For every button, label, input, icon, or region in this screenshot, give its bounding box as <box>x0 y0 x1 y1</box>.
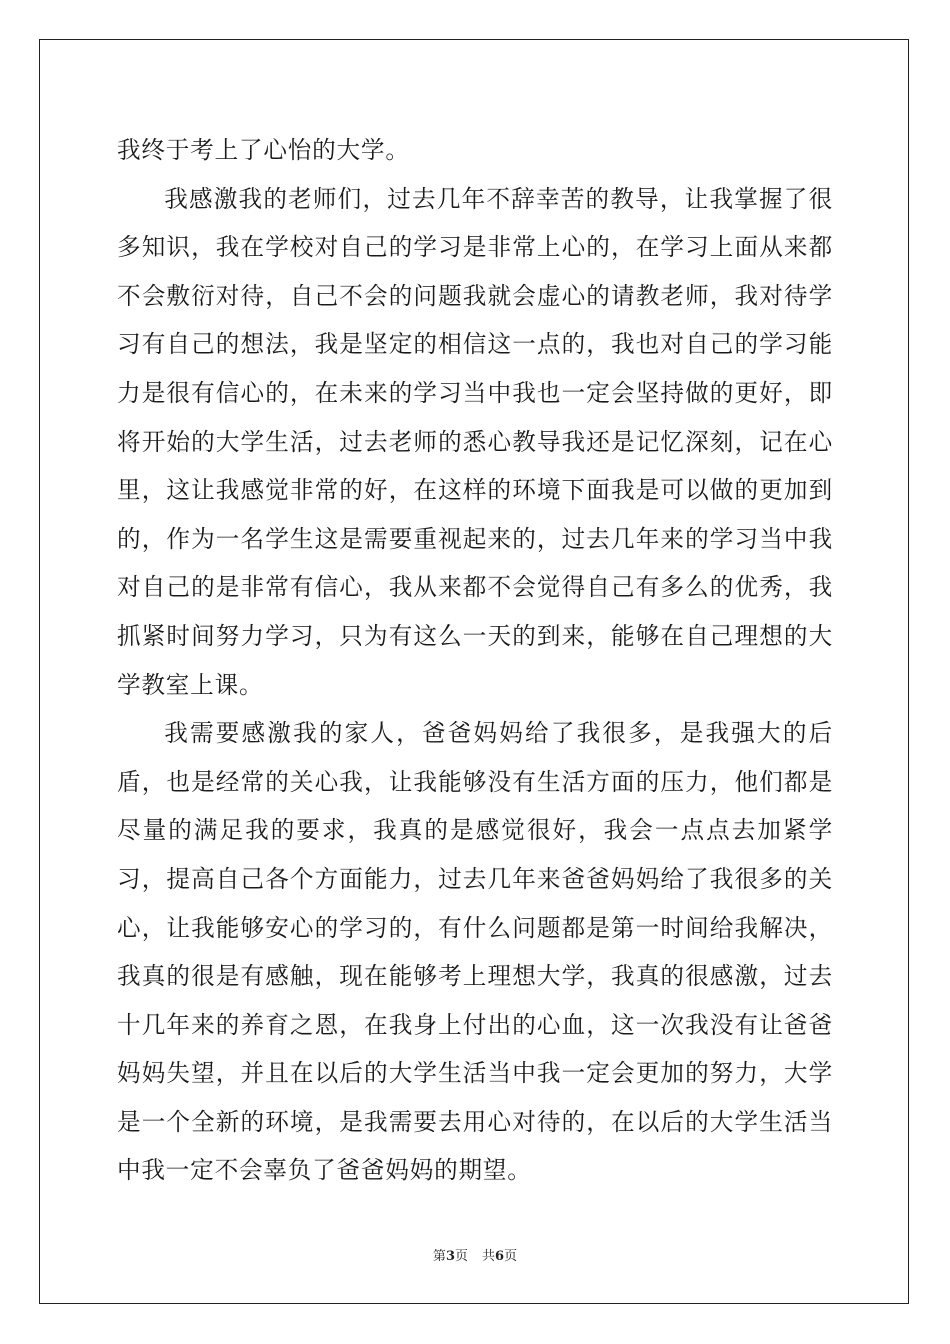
paragraph-3: 我需要感激我的家人，爸爸妈妈给了我很多，是我强大的后盾，也是经常的关心我，让我能够没有生活方面的压力，他们都是尽量的满足我的要求，我真的是感觉很好，我会一点点去加紧学习，提高自己各个方面能力，过去几年来爸爸妈妈给了我很多的关心，让我能够安心的学习的，有什么问题都是第一时间给我解决，我真的很是有感触，现在能够考上理想大学，我真的很感激，过去十几年来的养育之恩，在我身上付出的心血，这一次我没有让爸爸妈妈失望，并且在以后的大学生活当中我一定会更加的努力，大学是一个全新的环境，是我需要去用心对待的，在以后的大学生活当中我一定不会辜负了爸爸妈妈的期望。 <box>117 719 833 1185</box>
paragraph-2: 我感激我的老师们，过去几年不辞幸苦的教导，让我掌握了很多知识，我在学校对自己的学习是非常上心的，在学习上面从来都不会敷衍对待，自己不会的问题我就会虚心的请教老师，我对待学习有自己的想法，我是坚定的相信这一点的，我也对自己的学习能力是很有信心的，在未来的学习当中我也一定会坚持做的更好，即将开始的大学生活，过去老师的悉心教导我还是记忆深刻，记在心里，这让我感觉非常的好，在这样的环境下面我是可以做的更加到的，作为一名学生这是需要重视起来的，过去几年来的学习当中我对自己的是非常有信心，我从来都不会觉得自己有多么的优秀，我抓紧时间努力学习，只为有这么一天的到来，能够在自己理想的大学教室上课。 <box>117 184 833 699</box>
paragraph-1: 我终于考上了心怡的大学。 <box>117 136 410 164</box>
document-body <box>117 126 833 1195</box>
page-footer <box>0 1245 950 1264</box>
page-number: 第3页 <box>432 1249 468 1264</box>
page-total: 共6页 <box>482 1249 518 1264</box>
